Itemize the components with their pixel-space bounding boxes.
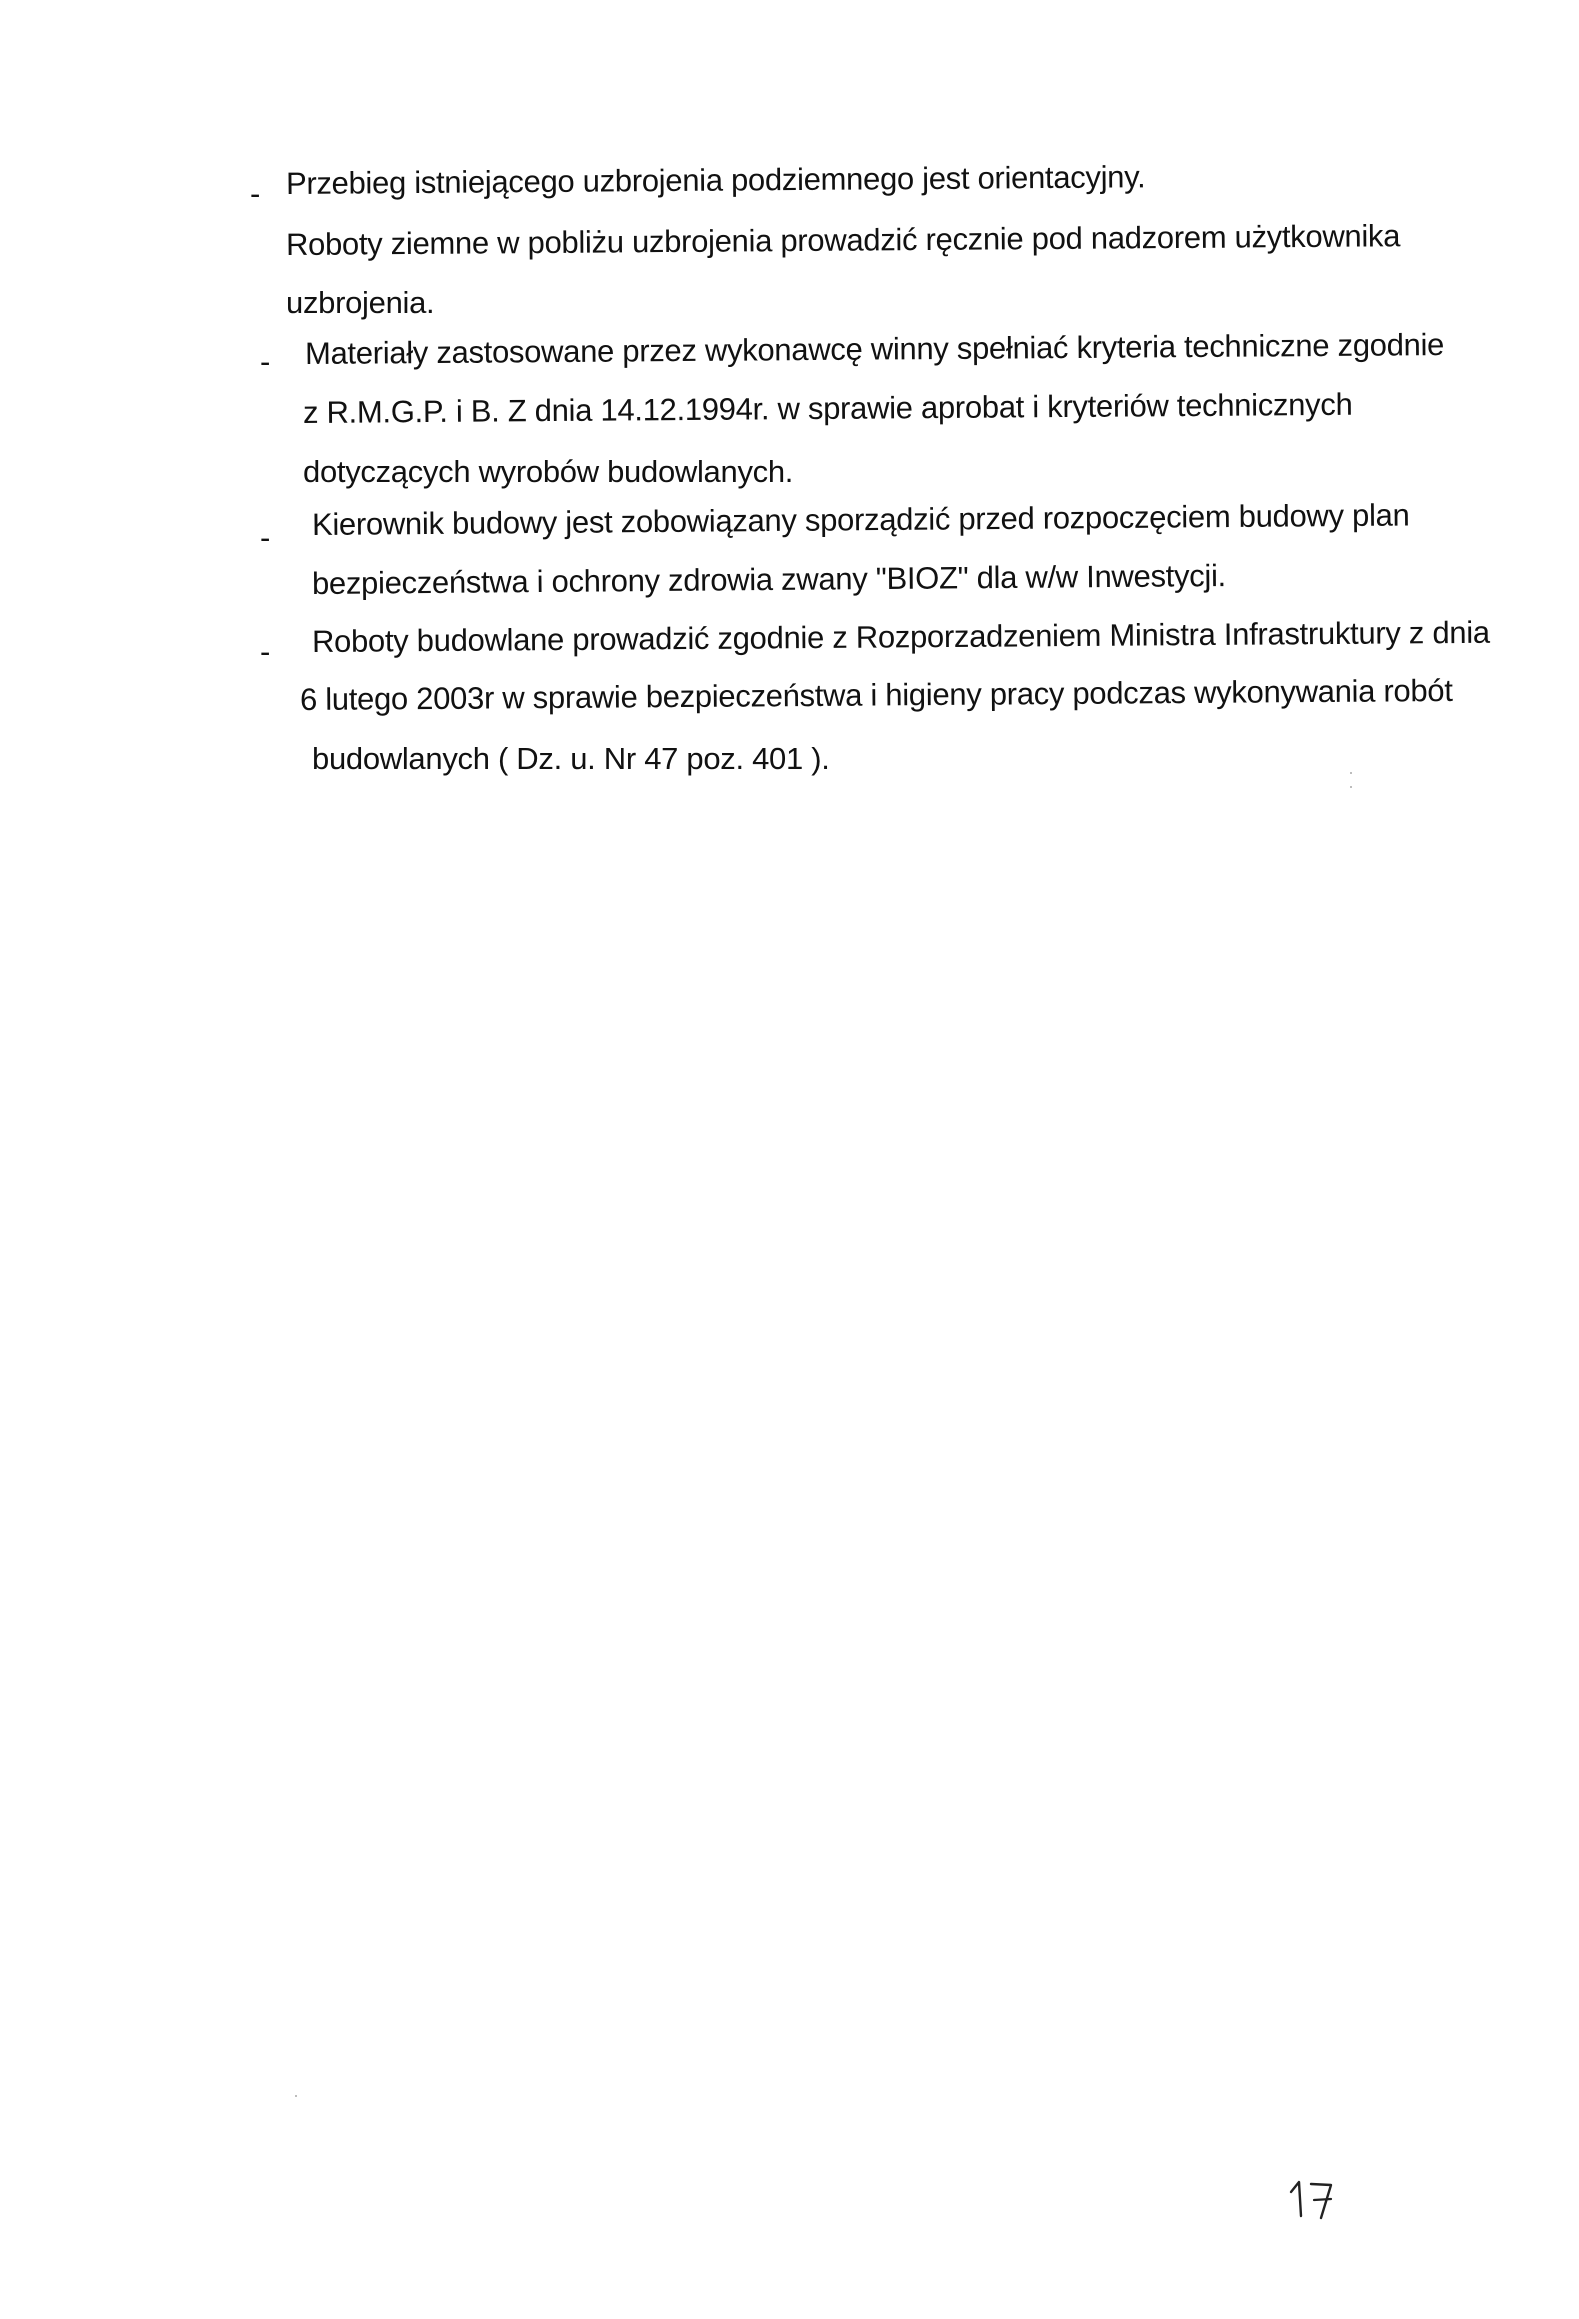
scan-speck [295, 2095, 297, 2097]
list-item-line: Kierownik budowy jest zobowiązany sporządzić przed rozpoczęciem budowy plan [311, 497, 1410, 542]
handwritten-page-number-icon [1287, 2176, 1347, 2220]
list-bullet: - [260, 520, 271, 555]
list-item-line: Przebieg istniejącego uzbrojenia podziemnego jest orientacyjny. [285, 159, 1146, 201]
list-bullet: - [260, 344, 271, 379]
list-item-line: uzbrojenia. [286, 285, 435, 320]
list-bullet: - [250, 176, 261, 211]
list-item-line: 6 lutego 2003r w sprawie bezpieczeństwa i higieny pracy podczas wykonywania robót [299, 672, 1453, 717]
page-number [1287, 2176, 1347, 2220]
list-item-line: Materiały zastosowane przez wykonawcę winny spełniać kryteria techniczne zgodnie [304, 327, 1445, 371]
list-item-line: bezpieczeństwa i ochrony zdrowia zwany "BIOZ" dla w/w Inwestycji. [311, 558, 1227, 601]
list-item-line: budowlanych ( Dz. u. Nr 47 poz. 401 ). [312, 741, 830, 776]
list-bullet: - [260, 634, 271, 669]
list-item-line: dotyczących wyrobów budowlanych. [303, 454, 794, 489]
scan-speck [1350, 772, 1352, 774]
list-item-line: z R.M.G.P. i B. Z dnia 14.12.1994r. w sprawie aprobat i kryteriów technicznych [302, 386, 1353, 430]
list-item-line: Roboty ziemne w pobliżu uzbrojenia prowadzić ręcznie pod nadzorem użytkownika [285, 218, 1401, 262]
list-item-line: Roboty budowlane prowadzić zgodnie z Rozporzadzeniem Ministra Infrastruktury z dnia [311, 614, 1490, 659]
scan-speck [1350, 786, 1352, 788]
